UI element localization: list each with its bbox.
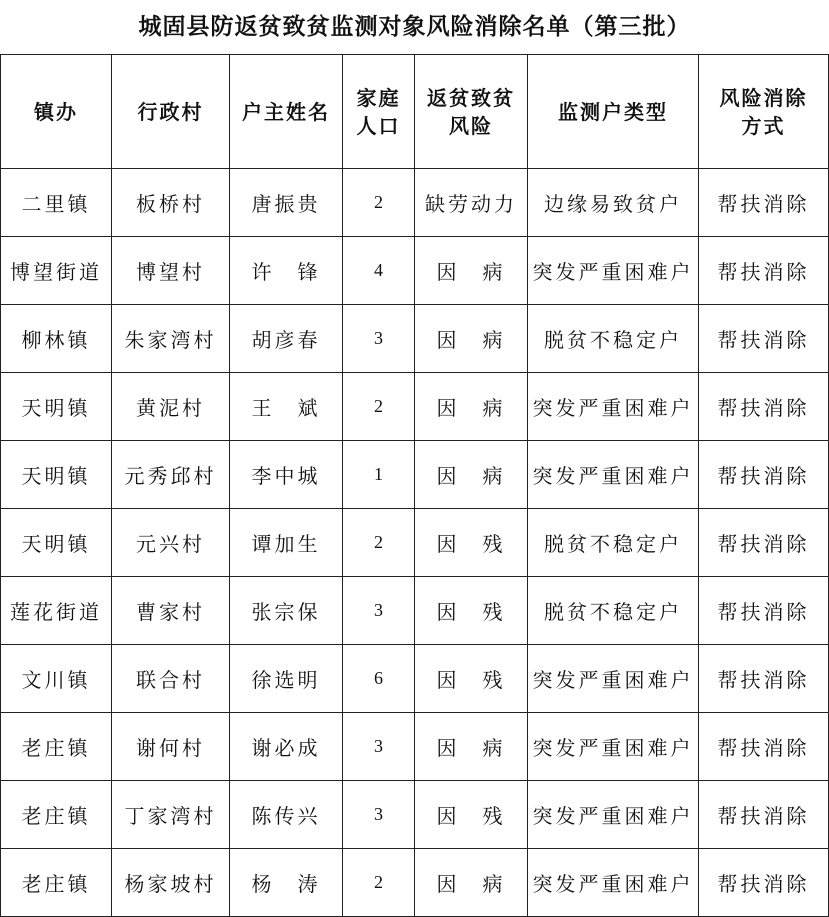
cell-poverty-risk: 因 病 <box>415 237 528 305</box>
cell-town: 老庄镇 <box>1 849 112 917</box>
cell-family-size: 3 <box>343 781 415 849</box>
cell-householder-name: 杨 涛 <box>230 849 343 917</box>
cell-household-type: 突发严重困难户 <box>528 441 699 509</box>
cell-elimination-method: 帮扶消除 <box>699 441 829 509</box>
cell-household-type: 突发严重困难户 <box>528 849 699 917</box>
table-row <box>1 645 829 713</box>
table-row <box>1 169 829 237</box>
cell-family-size: 3 <box>343 713 415 781</box>
cell-householder-name: 徐选明 <box>230 645 343 713</box>
cell-household-type: 突发严重困难户 <box>528 781 699 849</box>
cell-elimination-method: 帮扶消除 <box>699 509 829 577</box>
cell-family-size: 2 <box>343 849 415 917</box>
header-householder-name: 户主姓名 <box>230 55 343 169</box>
cell-town: 老庄镇 <box>1 781 112 849</box>
table-header-row <box>1 55 829 169</box>
cell-elimination-method: 帮扶消除 <box>699 169 829 237</box>
cell-village: 杨家坡村 <box>112 849 230 917</box>
cell-householder-name: 张宗保 <box>230 577 343 645</box>
table-body <box>1 169 829 917</box>
cell-family-size: 1 <box>343 441 415 509</box>
cell-elimination-method: 帮扶消除 <box>699 305 829 373</box>
cell-household-type: 脱贫不稳定户 <box>528 577 699 645</box>
cell-village: 黄泥村 <box>112 373 230 441</box>
cell-household-type: 突发严重困难户 <box>528 713 699 781</box>
cell-village: 朱家湾村 <box>112 305 230 373</box>
cell-householder-name: 谢必成 <box>230 713 343 781</box>
cell-village: 元秀邱村 <box>112 441 230 509</box>
cell-town: 天明镇 <box>1 441 112 509</box>
table-row <box>1 237 829 305</box>
cell-town: 老庄镇 <box>1 713 112 781</box>
cell-elimination-method: 帮扶消除 <box>699 237 829 305</box>
cell-household-type: 脱贫不稳定户 <box>528 509 699 577</box>
header-poverty-risk: 返贫致贫 风险 <box>415 55 528 169</box>
table-row <box>1 713 829 781</box>
cell-elimination-method: 帮扶消除 <box>699 645 829 713</box>
table-row <box>1 577 829 645</box>
cell-family-size: 4 <box>343 237 415 305</box>
cell-town: 天明镇 <box>1 373 112 441</box>
header-village: 行政村 <box>112 55 230 169</box>
cell-town: 博望街道 <box>1 237 112 305</box>
cell-village: 丁家湾村 <box>112 781 230 849</box>
cell-householder-name: 谭加生 <box>230 509 343 577</box>
cell-householder-name: 陈传兴 <box>230 781 343 849</box>
cell-family-size: 2 <box>343 373 415 441</box>
cell-poverty-risk: 因 病 <box>415 441 528 509</box>
cell-village: 博望村 <box>112 237 230 305</box>
cell-village: 曹家村 <box>112 577 230 645</box>
cell-family-size: 3 <box>343 577 415 645</box>
cell-town: 天明镇 <box>1 509 112 577</box>
cell-town: 二里镇 <box>1 169 112 237</box>
cell-household-type: 脱贫不稳定户 <box>528 305 699 373</box>
table-row <box>1 373 829 441</box>
cell-householder-name: 唐振贵 <box>230 169 343 237</box>
table-row <box>1 849 829 917</box>
cell-poverty-risk: 因 残 <box>415 645 528 713</box>
cell-household-type: 边缘易致贫户 <box>528 169 699 237</box>
table-row <box>1 441 829 509</box>
header-family-size: 家庭 人口 <box>343 55 415 169</box>
header-town: 镇办 <box>1 55 112 169</box>
cell-household-type: 突发严重困难户 <box>528 373 699 441</box>
risk-elimination-table <box>0 54 829 917</box>
table-row <box>1 781 829 849</box>
cell-poverty-risk: 缺劳动力 <box>415 169 528 237</box>
cell-elimination-method: 帮扶消除 <box>699 713 829 781</box>
cell-householder-name: 胡彦春 <box>230 305 343 373</box>
cell-householder-name: 王 斌 <box>230 373 343 441</box>
cell-town: 文川镇 <box>1 645 112 713</box>
cell-family-size: 6 <box>343 645 415 713</box>
cell-village: 元兴村 <box>112 509 230 577</box>
cell-elimination-method: 帮扶消除 <box>699 849 829 917</box>
cell-poverty-risk: 因 病 <box>415 849 528 917</box>
cell-family-size: 3 <box>343 305 415 373</box>
table-row <box>1 509 829 577</box>
cell-village: 谢何村 <box>112 713 230 781</box>
table-row <box>1 305 829 373</box>
cell-householder-name: 许 锋 <box>230 237 343 305</box>
document-title: 城固县防返贫致贫监测对象风险消除名单（第三批） <box>138 14 691 40</box>
cell-elimination-method: 帮扶消除 <box>699 577 829 645</box>
cell-elimination-method: 帮扶消除 <box>699 781 829 849</box>
cell-elimination-method: 帮扶消除 <box>699 373 829 441</box>
cell-household-type: 突发严重困难户 <box>528 645 699 713</box>
cell-householder-name: 李中城 <box>230 441 343 509</box>
header-household-type: 监测户类型 <box>528 55 699 169</box>
cell-family-size: 2 <box>343 509 415 577</box>
cell-town: 莲花街道 <box>1 577 112 645</box>
cell-poverty-risk: 因 病 <box>415 713 528 781</box>
cell-poverty-risk: 因 残 <box>415 577 528 645</box>
cell-poverty-risk: 因 病 <box>415 373 528 441</box>
cell-poverty-risk: 因 病 <box>415 305 528 373</box>
cell-family-size: 2 <box>343 169 415 237</box>
cell-town: 柳林镇 <box>1 305 112 373</box>
cell-household-type: 突发严重困难户 <box>528 237 699 305</box>
header-elimination-method: 风险消除 方式 <box>699 55 829 169</box>
cell-poverty-risk: 因 残 <box>415 781 528 849</box>
cell-village: 板桥村 <box>112 169 230 237</box>
cell-village: 联合村 <box>112 645 230 713</box>
cell-poverty-risk: 因 残 <box>415 509 528 577</box>
